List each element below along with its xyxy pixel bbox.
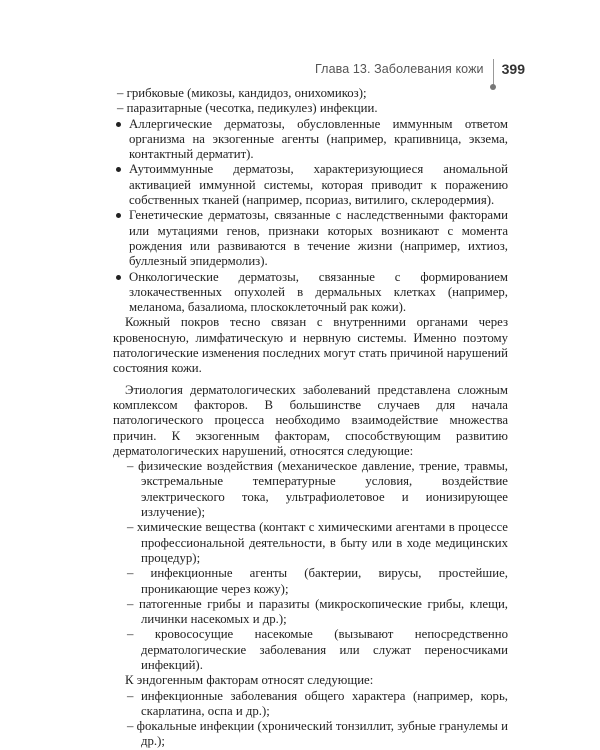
list-item: – инфекционные агенты (бактерии, вирусы, простейшие, проникающие через кожу); <box>127 566 508 596</box>
list-item: Аллергические дерматозы, обусловленные иммунным ответом организма на экзогенные агенты (например, крапивница, экзема, контактный дерматит). <box>113 117 508 163</box>
list-item: – патогенные грибы и паразиты (микроскопические грибы, клещи, личинки насекомых и др.); <box>127 596 508 627</box>
list-item: – кровососущие насекомые (вызывают непосредственно дерматологические заболевания или служат переносчиками инфекций). <box>127 627 508 672</box>
running-header <box>315 58 525 80</box>
paragraph: Кожный покров тесно связан с внутренними органами через кровеносную, лимфатическую и нервную системы. Именно поэтому патологические изменения последних могут стать причиной нарушений состояния кожи. <box>113 315 508 376</box>
list-item: Аутоиммунные дерматозы, характеризующиеся аномальной активацией иммунной системы, которая приводит к поражению собственных тканей (например, псориаз, витилиго, склеродермия). <box>113 162 508 208</box>
page-body <box>113 86 508 750</box>
chapter-title: Глава 13. Заболевания кожи <box>315 62 484 76</box>
list-item: – фокальные инфекции (хронический тонзиллит, зубные гранулемы и др.); <box>127 719 508 749</box>
paragraph: Этиология дерматологических заболеваний представлена сложным комплексом факторов. В большинстве случаев для начала патологического процесса необходимо взаимодействие множества причин. К экзогенным факторам, способствующим развитию дерматологических нарушений, относятся следующие: <box>113 382 508 458</box>
list-item: – химические вещества (контакт с химическими агентами в процессе профессиональной деятельности, в быту или в ходе медицинских процедур); <box>127 520 508 565</box>
header-divider <box>493 59 494 87</box>
list-item: Генетические дерматозы, связанные с наследственными факторами или мутациями генов, признаки которых возникают с момента рождения или развиваются в течение жизни (например, ихтиоз, буллезный эпидермолиз). <box>113 208 508 269</box>
list-item: – паразитарные (чесотка, педикулез) инфекции. <box>117 101 378 116</box>
paragraph: К эндогенным факторам относят следующие: <box>125 673 374 688</box>
list-item: – грибковые (микозы, кандидоз, онихомикоз); <box>117 86 367 100</box>
list-item: – инфекционные заболевания общего характера (например, корь, скарлатина, оспа и др.); <box>127 688 508 718</box>
list-item: Онкологические дерматозы, связанные с формированием злокачественных опухолей в дермальных клетках (например, меланома, базалиома, плоскоклеточный рак кожи). <box>113 270 508 316</box>
page-number: 399 <box>501 61 525 77</box>
list-item: – физические воздействия (механическое давление, трение, травмы, экстремальные температурные условия, воздействие электрического тока, ультрафиолетовое и ионизирующее излучение); <box>127 459 508 520</box>
